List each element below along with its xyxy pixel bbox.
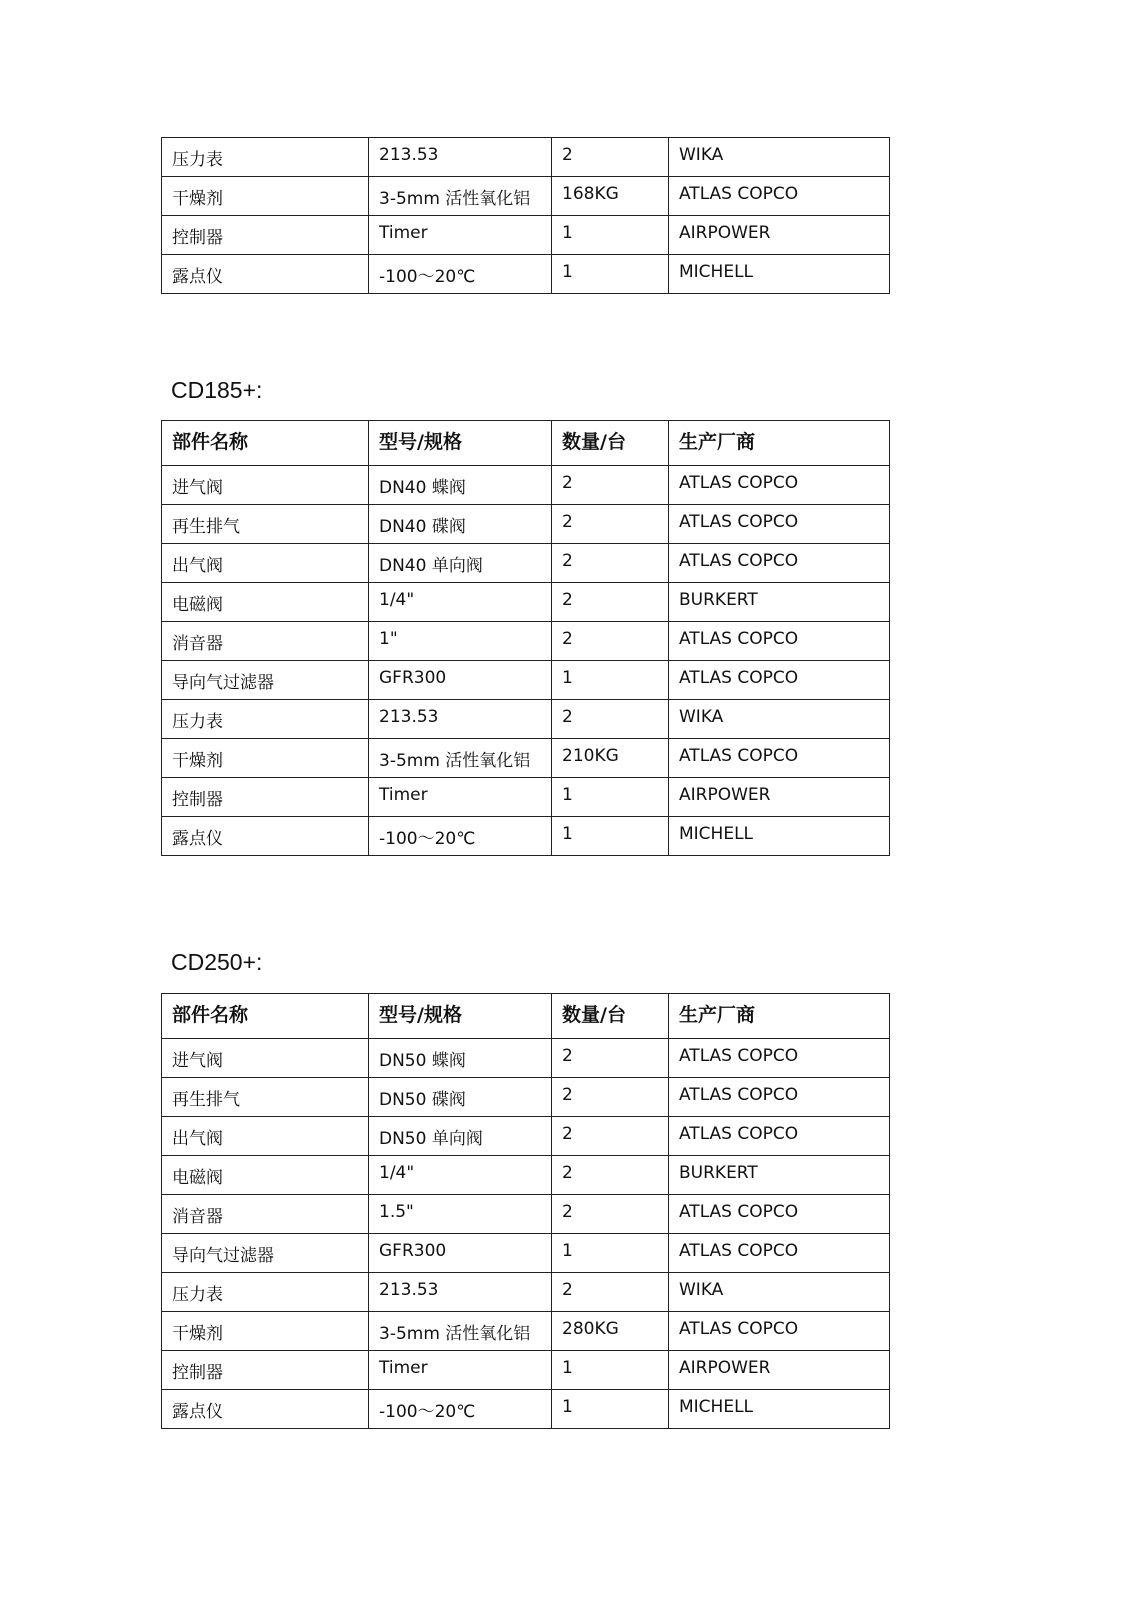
table-row (162, 1273, 890, 1312)
table-row (162, 216, 890, 255)
cell-part-name: 消音器 (162, 1195, 369, 1234)
cell-model-spec: 3-5mm 活性氧化铝 (369, 177, 552, 216)
column-header: 数量/台 (552, 421, 669, 466)
cell-quantity: 2 (552, 544, 669, 583)
cell-model-spec: DN50 单向阀 (369, 1117, 552, 1156)
cell-quantity: 2 (552, 622, 669, 661)
section-title-cd185: CD185+: (171, 377, 263, 403)
parts-table-cd250 (161, 993, 890, 1429)
cell-model-spec: -100～20℃ (369, 1390, 552, 1429)
cell-model-spec: GFR300 (369, 1234, 552, 1273)
cell-quantity: 2 (552, 583, 669, 622)
table-body (162, 994, 890, 1429)
cell-quantity: 1 (552, 255, 669, 294)
cell-part-name: 导向气过滤器 (162, 661, 369, 700)
column-header: 生产厂商 (669, 421, 890, 466)
cell-model-spec: 3-5mm 活性氧化铝 (369, 1312, 552, 1351)
cell-part-name: 进气阀 (162, 466, 369, 505)
cell-model-spec: 1/4" (369, 1156, 552, 1195)
cell-quantity: 168KG (552, 177, 669, 216)
cell-quantity: 280KG (552, 1312, 669, 1351)
cell-model-spec: GFR300 (369, 661, 552, 700)
table-header-row (162, 994, 890, 1039)
cell-part-name: 压力表 (162, 700, 369, 739)
table-row (162, 1195, 890, 1234)
cell-part-name: 消音器 (162, 622, 369, 661)
cell-model-spec: DN40 蝶阀 (369, 466, 552, 505)
cell-manufacturer: ATLAS COPCO (669, 661, 890, 700)
cell-quantity: 2 (552, 1195, 669, 1234)
cell-model-spec: 1.5" (369, 1195, 552, 1234)
cell-model-spec: DN40 碟阀 (369, 505, 552, 544)
cell-part-name: 控制器 (162, 1351, 369, 1390)
column-header: 数量/台 (552, 994, 669, 1039)
cell-quantity: 2 (552, 138, 669, 177)
cell-manufacturer: ATLAS COPCO (669, 739, 890, 778)
cell-manufacturer: BURKERT (669, 1156, 890, 1195)
cell-model-spec: Timer (369, 216, 552, 255)
cell-model-spec: 213.53 (369, 1273, 552, 1312)
cell-part-name: 压力表 (162, 138, 369, 177)
cell-manufacturer: ATLAS COPCO (669, 1117, 890, 1156)
cell-quantity: 210KG (552, 739, 669, 778)
table-row (162, 739, 890, 778)
table-row (162, 138, 890, 177)
cell-model-spec: 213.53 (369, 700, 552, 739)
table-row (162, 1390, 890, 1429)
table-row (162, 817, 890, 856)
column-header: 型号/规格 (369, 421, 552, 466)
cell-part-name: 露点仪 (162, 817, 369, 856)
table-row (162, 1234, 890, 1273)
cell-quantity: 1 (552, 1390, 669, 1429)
cell-part-name: 露点仪 (162, 255, 369, 294)
cell-manufacturer: AIRPOWER (669, 778, 890, 817)
cell-quantity: 2 (552, 1117, 669, 1156)
table-row (162, 544, 890, 583)
cell-part-name: 电磁阀 (162, 1156, 369, 1195)
column-header: 部件名称 (162, 421, 369, 466)
cell-part-name: 压力表 (162, 1273, 369, 1312)
cell-part-name: 干燥剂 (162, 177, 369, 216)
cell-quantity: 2 (552, 466, 669, 505)
cell-part-name: 出气阀 (162, 1117, 369, 1156)
cell-quantity: 2 (552, 1156, 669, 1195)
cell-manufacturer: ATLAS COPCO (669, 622, 890, 661)
cell-part-name: 导向气过滤器 (162, 1234, 369, 1273)
cell-manufacturer: ATLAS COPCO (669, 1078, 890, 1117)
cell-model-spec: Timer (369, 1351, 552, 1390)
cell-quantity: 2 (552, 700, 669, 739)
cell-quantity: 2 (552, 1078, 669, 1117)
cell-quantity: 1 (552, 817, 669, 856)
cell-part-name: 露点仪 (162, 1390, 369, 1429)
table-row (162, 700, 890, 739)
table-header-row (162, 421, 890, 466)
column-header: 型号/规格 (369, 994, 552, 1039)
column-header: 部件名称 (162, 994, 369, 1039)
cell-model-spec: -100～20℃ (369, 817, 552, 856)
table-row (162, 177, 890, 216)
cell-quantity: 1 (552, 1234, 669, 1273)
cell-part-name: 干燥剂 (162, 1312, 369, 1351)
cell-manufacturer: ATLAS COPCO (669, 1039, 890, 1078)
cell-quantity: 2 (552, 1039, 669, 1078)
cell-part-name: 控制器 (162, 216, 369, 255)
cell-model-spec: DN40 单向阀 (369, 544, 552, 583)
table-row (162, 1039, 890, 1078)
cell-model-spec: 1" (369, 622, 552, 661)
cell-part-name: 再生排气 (162, 505, 369, 544)
table-body (162, 421, 890, 856)
cell-quantity: 1 (552, 216, 669, 255)
cell-manufacturer: MICHELL (669, 1390, 890, 1429)
cell-part-name: 进气阀 (162, 1039, 369, 1078)
cell-part-name: 再生排气 (162, 1078, 369, 1117)
cell-manufacturer: ATLAS COPCO (669, 544, 890, 583)
table-row (162, 1351, 890, 1390)
cell-part-name: 控制器 (162, 778, 369, 817)
section-title-cd250: CD250+: (171, 949, 263, 975)
table-row (162, 255, 890, 294)
cell-manufacturer: BURKERT (669, 583, 890, 622)
cell-quantity: 1 (552, 778, 669, 817)
cell-manufacturer: WIKA (669, 138, 890, 177)
table-row (162, 1117, 890, 1156)
cell-model-spec: Timer (369, 778, 552, 817)
cell-quantity: 2 (552, 505, 669, 544)
table-row (162, 1312, 890, 1351)
cell-model-spec: 1/4" (369, 583, 552, 622)
cell-manufacturer: ATLAS COPCO (669, 1195, 890, 1234)
cell-manufacturer: MICHELL (669, 255, 890, 294)
table-row (162, 1078, 890, 1117)
cell-model-spec: DN50 碟阀 (369, 1078, 552, 1117)
column-header: 生产厂商 (669, 994, 890, 1039)
cell-model-spec: -100～20℃ (369, 255, 552, 294)
table-row (162, 583, 890, 622)
cell-manufacturer: ATLAS COPCO (669, 505, 890, 544)
cell-manufacturer: ATLAS COPCO (669, 1312, 890, 1351)
cell-manufacturer: ATLAS COPCO (669, 177, 890, 216)
table-row (162, 1156, 890, 1195)
cell-manufacturer: MICHELL (669, 817, 890, 856)
cell-part-name: 出气阀 (162, 544, 369, 583)
cell-manufacturer: ATLAS COPCO (669, 1234, 890, 1273)
table-row (162, 778, 890, 817)
table-row (162, 661, 890, 700)
cell-manufacturer: AIRPOWER (669, 1351, 890, 1390)
cell-part-name: 干燥剂 (162, 739, 369, 778)
table-row (162, 466, 890, 505)
table-body (162, 138, 890, 294)
cell-model-spec: DN50 蝶阀 (369, 1039, 552, 1078)
cell-manufacturer: AIRPOWER (669, 216, 890, 255)
parts-table-cd185 (161, 420, 890, 856)
cell-model-spec: 213.53 (369, 138, 552, 177)
cell-part-name: 电磁阀 (162, 583, 369, 622)
cell-model-spec: 3-5mm 活性氧化铝 (369, 739, 552, 778)
cell-manufacturer: ATLAS COPCO (669, 466, 890, 505)
cell-quantity: 1 (552, 661, 669, 700)
cell-manufacturer: WIKA (669, 700, 890, 739)
table-row (162, 622, 890, 661)
parts-table-continued (161, 137, 890, 294)
table-row (162, 505, 890, 544)
cell-manufacturer: WIKA (669, 1273, 890, 1312)
cell-quantity: 1 (552, 1351, 669, 1390)
cell-quantity: 2 (552, 1273, 669, 1312)
